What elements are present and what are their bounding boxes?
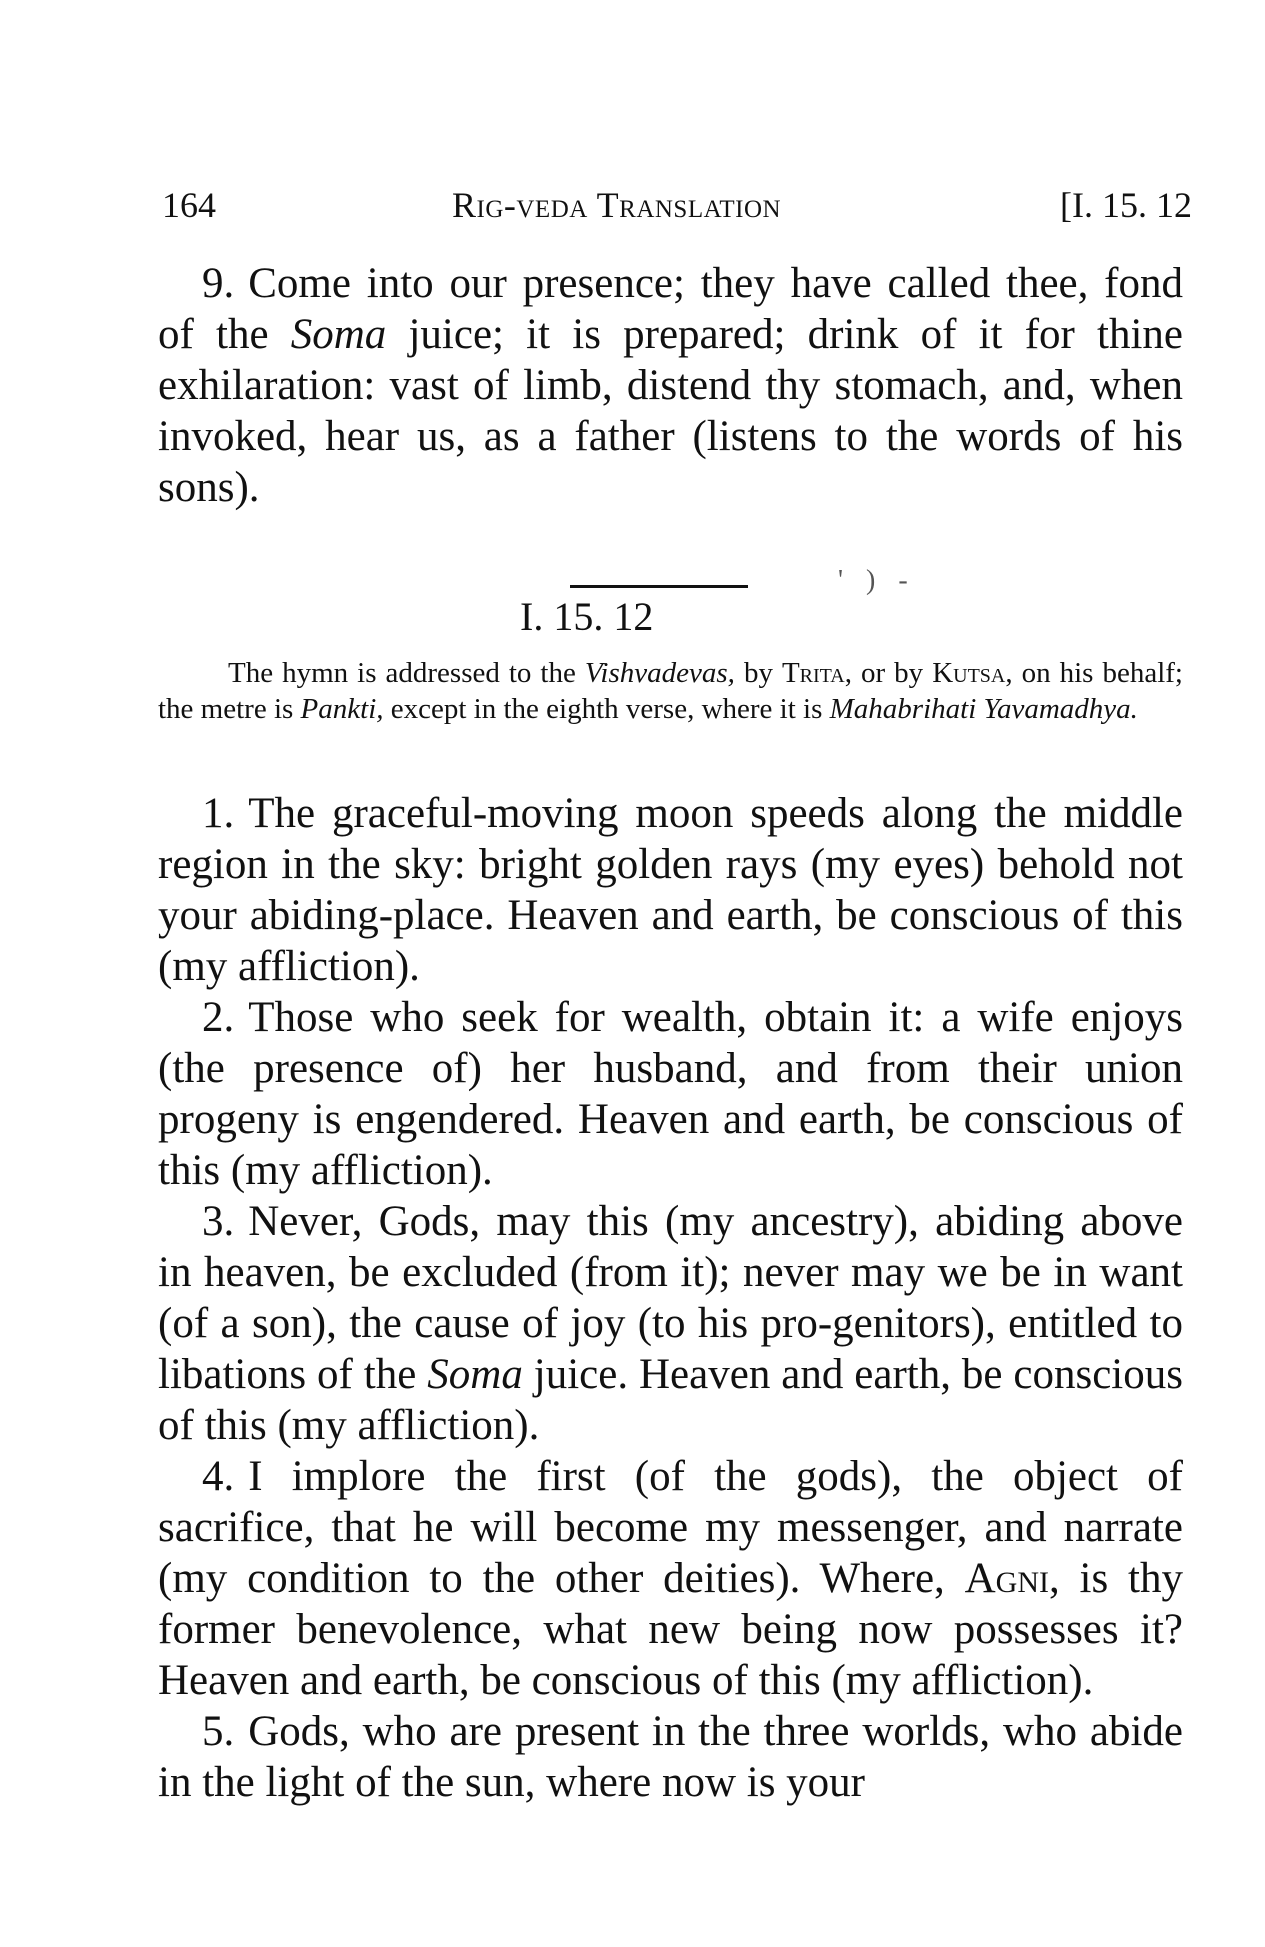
verse-text: The graceful-moving moon speeds along the middle region in the sky: bright golden rays (my eyes) behold not your abiding-place. Heaven and earth, be conscious of this (my affliction).: [158, 790, 1183, 990]
rishi-name: Trita: [781, 657, 845, 689]
hymn-introduction: [158, 655, 1183, 727]
verse-5: [158, 1706, 1183, 1808]
verse-2: [158, 992, 1183, 1196]
verse-number: 2.: [202, 994, 235, 1041]
verse-text: juice. Heaven and earth, be conscious of this (my affliction).: [158, 1351, 1183, 1449]
verse-text: Never, Gods, may this (my ancestry), abiding above in heaven, be excluded (from it); never may we be in want (of a son), the cause of joy (to his pro-genitors), entitled to libations of the: [158, 1198, 1183, 1398]
verse-text: Gods, who are present in the three worlds, who abide in the light of the sun, where now is your: [158, 1708, 1183, 1806]
verse-9-paragraph: [158, 258, 1183, 513]
verse-9: [158, 258, 1183, 513]
section-divider-rule: [570, 585, 748, 588]
verse-text: , is thy former benevolence, what new being now possesses it? Heaven and earth, be conscious of this (my affliction).: [158, 1555, 1183, 1704]
verse-text: I implore the first (of the gods), the object of sacrifice, that he will become my messenger, and narrate (my condition to the other deities). Where,: [158, 1453, 1183, 1602]
hymn-heading: I. 15. 12: [520, 594, 654, 639]
running-header: [162, 180, 1192, 230]
deity-name: Agni: [964, 1555, 1049, 1602]
intro-text: The hymn is addressed to the: [228, 657, 585, 689]
section-reference: [I. 15. 12: [1060, 185, 1192, 225]
deity-name: Vishvadevas,: [584, 657, 735, 689]
verse-text: juice; it is prepared; drink of it for thine exhilaration: vast of limb, distend thy stomach, and, when invoked, hear us, as a father (listens to the words of his sons).: [158, 311, 1183, 511]
rishi-name: Kutsa: [932, 657, 1006, 689]
verse-number: 1.: [202, 790, 235, 837]
verse-number: 5.: [202, 1708, 235, 1755]
verse-number: 9.: [202, 260, 235, 307]
intro-text: by: [734, 657, 782, 689]
soma-term: Soma: [427, 1351, 523, 1398]
metre-name: Pankti,: [300, 693, 384, 725]
page-number: 164: [162, 185, 216, 225]
running-title: Rig-veda Translation: [452, 185, 782, 225]
verses: [158, 788, 1183, 1808]
soma-term: Soma: [290, 311, 387, 358]
metre-name: Mahabrihati Yavamadhya.: [829, 693, 1138, 725]
verse-text: Those who seek for wealth, obtain it: a wife enjoys (the presence of) her husband, and from their union progeny is engendered. Heaven and earth, be conscious of this (my affliction).: [158, 994, 1183, 1194]
verse-text: Come into our presence; they have called thee, fond of the: [158, 260, 1183, 358]
intro-text: , on his behalf; the metre is: [158, 657, 1183, 725]
verse-3: [158, 1196, 1183, 1451]
verse-4: [158, 1451, 1183, 1706]
verse-number: 3.: [202, 1198, 235, 1245]
intro-text: except in the eighth verse, where it is: [383, 693, 830, 725]
verse-number: 4.: [202, 1453, 235, 1500]
verse-1: [158, 788, 1183, 992]
stray-marks: ' ) -: [838, 565, 916, 596]
intro-text: , or by: [844, 657, 933, 689]
